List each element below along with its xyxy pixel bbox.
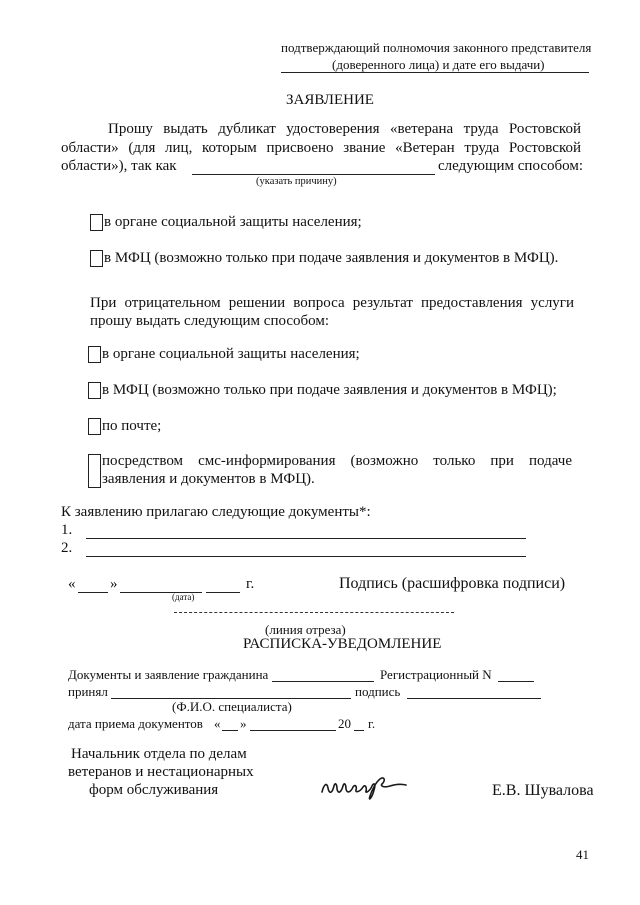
receipt-title: РАСПИСКА-УВЕДОМЛЕНИЕ	[243, 636, 442, 652]
refusal-line-1: При отрицательном решении вопроса результат предоставления услуги	[90, 295, 574, 311]
refusal-option-sms-line-1: посредством смс-информирования (возможно только при подаче	[102, 453, 572, 469]
intro-line-2: области» (для лиц, которым присвоено звание «Ветеран труда Ростовской	[61, 140, 581, 156]
receipt-reg-number-field[interactable]	[498, 681, 534, 682]
receipt-day-field[interactable]	[222, 730, 238, 731]
signatory-name: Е.В. Шувалова	[492, 782, 594, 799]
receipt-fio-caption: (Ф.И.О. специалиста)	[172, 699, 292, 714]
receipt-accepted-label: принял	[68, 684, 108, 699]
attachment-2-number: 2.	[61, 540, 73, 556]
refusal-option-sms-checkbox[interactable]	[88, 454, 101, 488]
handwritten-signature	[318, 772, 408, 804]
refusal-line-2: прошу выдать следующим способом:	[90, 313, 330, 329]
refusal-option-mfc-checkbox[interactable]	[88, 382, 101, 399]
issue-option-social-label: в органе социальной защиты населения;	[104, 214, 362, 230]
receipt-date-quote-open: «	[214, 716, 221, 731]
position-line-3: форм обслуживания	[89, 782, 219, 798]
issue-option-social-checkbox[interactable]	[90, 214, 103, 231]
cut-caption: (линия отреза)	[265, 622, 346, 637]
receipt-signature-label: подпись	[355, 684, 401, 699]
refusal-option-post-label: по почте;	[102, 418, 162, 434]
attachments-title: К заявлению прилагаю следующие документы*:	[61, 504, 371, 520]
receipt-year-suffix: г.	[368, 716, 376, 731]
receipt-signature-field[interactable]	[407, 698, 541, 699]
intro-line-3-end: следующим способом:	[438, 158, 583, 174]
receipt-date-quote-close: »	[240, 716, 247, 731]
attachment-2-field[interactable]	[86, 556, 526, 557]
refusal-option-mfc-label: в МФЦ (возможно только при подаче заявления и документов в МФЦ);	[102, 382, 557, 398]
receipt-reg-label: Регистрационный N	[380, 667, 492, 682]
receipt-year-prefix: 20	[338, 716, 351, 731]
date-caption: (дата)	[172, 592, 195, 602]
intro-line-1: Прошу выдать дубликат удостоверения «ветерана труда Ростовской	[108, 121, 581, 137]
reason-field[interactable]	[192, 174, 435, 175]
receipt-docs-label: Документы и заявление гражданина	[68, 667, 269, 682]
refusal-option-social-label: в органе социальной защиты населения;	[102, 346, 360, 362]
date-quote-close: »	[110, 576, 118, 592]
refusal-option-sms-line-2: заявления и документов в МФЦ).	[102, 471, 315, 487]
receipt-year-field[interactable]	[354, 730, 364, 731]
attachment-1-field[interactable]	[86, 538, 526, 539]
issue-option-mfc-label: в МФЦ (возможно только при подаче заявления и документов в МФЦ).	[104, 250, 559, 266]
receipt-month-field[interactable]	[250, 730, 336, 731]
position-line-2: ветеранов и нестационарных	[68, 764, 254, 780]
page-number: 41	[576, 847, 589, 862]
header-line-1: подтверждающий полномочия законного представителя	[281, 40, 592, 55]
receipt-citizen-field[interactable]	[272, 681, 374, 682]
signature-label: Подпись (расшифровка подписи)	[339, 575, 566, 592]
page-title: ЗАЯВЛЕНИЕ	[286, 92, 374, 108]
issue-option-mfc-checkbox[interactable]	[90, 250, 103, 267]
header-underline	[281, 72, 589, 73]
reason-caption: (указать причину)	[256, 176, 337, 187]
refusal-option-social-checkbox[interactable]	[88, 346, 101, 363]
header-line-2: (доверенного лица) и дате его выдачи)	[332, 57, 545, 72]
receipt-date-label: дата приема документов	[68, 716, 203, 731]
refusal-option-post-checkbox[interactable]	[88, 418, 101, 435]
intro-line-3-start: области»), так как	[61, 158, 177, 174]
date-year-suffix: г.	[246, 576, 255, 592]
position-line-1: Начальник отдела по делам	[71, 746, 247, 762]
cut-line	[174, 612, 454, 613]
date-quote-open: «	[68, 576, 76, 592]
date-day-field[interactable]	[78, 592, 108, 593]
attachment-1-number: 1.	[61, 522, 73, 538]
date-year-field[interactable]	[206, 592, 240, 593]
